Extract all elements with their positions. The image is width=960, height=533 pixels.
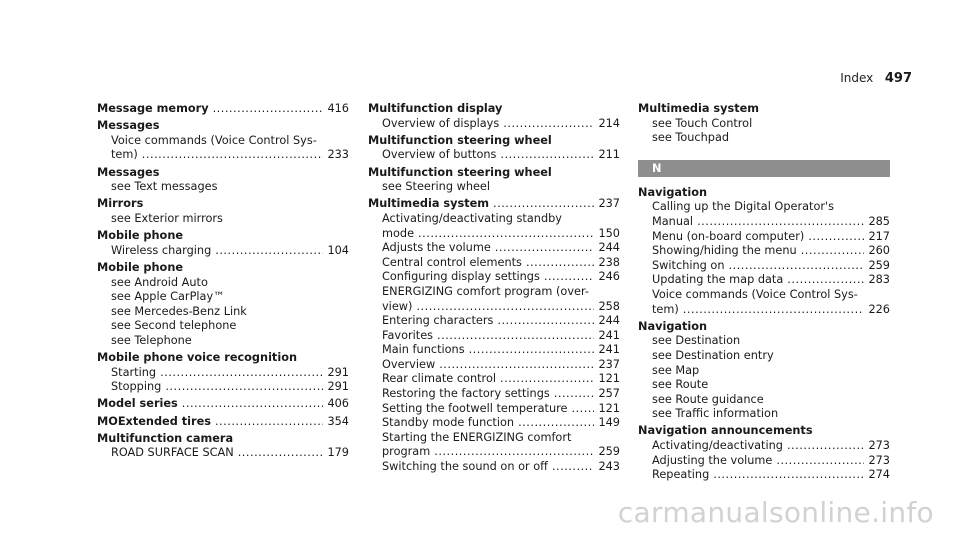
index-subentry-text: see Destination [652, 334, 741, 348]
index-entry [368, 102, 620, 131]
index-subentry-text: mode [382, 226, 415, 240]
page-ref: 237 [598, 197, 620, 211]
leader-dots [182, 397, 324, 412]
index-subentry-text: Entering characters [382, 314, 494, 328]
index-subentry [368, 300, 620, 315]
leader-dots [469, 343, 595, 358]
page-ref: 291 [327, 365, 349, 379]
leader-dots [808, 230, 864, 245]
index-term [368, 197, 620, 212]
page-ref: 273 [868, 439, 890, 453]
page-ref: 259 [598, 445, 620, 459]
index-subentry-text: Switching on [652, 258, 725, 272]
leader-dots [213, 102, 324, 117]
index-subentry [638, 131, 890, 146]
index-subentry-text: see Mercedes-Benz Link [111, 304, 247, 318]
index-entry [97, 229, 349, 258]
leader-dots [215, 415, 323, 430]
page-ref: 285 [868, 214, 890, 228]
index-term-text: Mobile phone voice recognition [97, 351, 298, 365]
index-subentry [97, 334, 349, 349]
index-entry [97, 261, 349, 349]
index-term [97, 351, 349, 366]
index-subentry [638, 200, 890, 215]
index-entry [368, 134, 620, 163]
index-term-text: Message memory [97, 102, 209, 115]
index-subentry [368, 358, 620, 373]
index-subentry-text: Overview of buttons [382, 148, 497, 162]
leader-dots [544, 270, 595, 285]
index-entry [97, 351, 349, 395]
index-term [97, 432, 349, 447]
index-subentry-text: program [382, 445, 431, 459]
index-subentry [638, 378, 890, 393]
index-subentry-text: see Exterior mirrors [111, 211, 223, 225]
page-ref: 244 [598, 241, 620, 255]
index-subentry [368, 285, 620, 300]
page-ref: 354 [327, 414, 349, 428]
index-term-text: Navigation [638, 185, 708, 199]
index-subentry-text: Voice commands (Voice Control Sys- [111, 133, 317, 147]
leader-dots [787, 273, 864, 288]
index-subentry [97, 305, 349, 320]
index-subentry-text: Restoring the factory settings [382, 387, 550, 401]
index-subentry [638, 273, 890, 288]
index-term [97, 166, 349, 181]
index-subentry [368, 460, 620, 475]
index-term-text: Multifunction steering wheel [368, 133, 552, 147]
index-subentry [638, 215, 890, 230]
leader-dots [437, 329, 594, 344]
index-subentry [368, 416, 620, 431]
index-subentry-text: tem) [652, 302, 679, 316]
leader-dots [416, 300, 594, 315]
page-number: 497 [884, 71, 912, 86]
section-title: Index [840, 71, 874, 85]
index-subentry-text: Repeating [652, 468, 710, 482]
leader-dots [801, 244, 865, 259]
index-term [97, 415, 349, 430]
index-subentry [368, 431, 620, 446]
index-entry [638, 186, 890, 317]
page-ref: 246 [598, 270, 620, 284]
index-subentry-text: Adjusts the volume [382, 241, 491, 255]
index-subentry-text: see Apple CarPlay™ [111, 290, 225, 304]
page-ref: 260 [868, 244, 890, 258]
index-subentry [638, 334, 890, 349]
index-subentry [368, 314, 620, 329]
index-subentry-text: Calling up the Digital Operator's [652, 200, 834, 214]
index-term [97, 119, 349, 134]
page-ref: 406 [327, 397, 349, 411]
index-subentry [97, 276, 349, 291]
index-subentry-text: Showing/hiding the menu [652, 244, 797, 258]
index-subentry-text: Stopping [111, 380, 162, 394]
leader-dots [493, 197, 594, 212]
index-subentry-text: Rear climate control [382, 372, 496, 386]
index-subentry-text: Manual [652, 214, 694, 228]
page-ref: 150 [598, 226, 620, 240]
index-subentry [638, 244, 890, 259]
index-subentry-text: see Telephone [111, 333, 192, 347]
leader-dots [571, 402, 594, 417]
index-subentry-text: Activating/deactivating standby [382, 211, 562, 225]
index-term-text: Navigation announcements [638, 424, 813, 438]
index-term [97, 261, 349, 276]
index-subentry [638, 454, 890, 469]
page-ref: 243 [598, 460, 620, 474]
index-entry [97, 166, 349, 195]
index-subentry-text: see Steering wheel [382, 180, 491, 194]
index-term [97, 102, 349, 117]
index-term-text: Mirrors [97, 197, 144, 211]
leader-dots [434, 445, 594, 460]
leader-dots [697, 215, 864, 230]
letter-heading: N [638, 160, 890, 177]
index-term [638, 102, 890, 117]
index-subentry [368, 148, 620, 163]
leader-dots [142, 148, 324, 163]
index-subentry [638, 288, 890, 303]
page-ref: 244 [598, 314, 620, 328]
page-ref: 416 [327, 102, 349, 115]
index-subentry [368, 343, 620, 358]
index-entry [638, 424, 890, 482]
index-entry [368, 166, 620, 195]
index-subentry-text: see Traffic information [652, 407, 779, 421]
index-term-text: Multimedia system [638, 102, 760, 115]
index-subentry-text: Main functions [382, 343, 465, 357]
index-term [368, 102, 620, 117]
index-term-text: Multimedia system [368, 197, 490, 211]
index-subentry-text: Overview [382, 357, 436, 371]
index-term-text: Mobile phone [97, 229, 184, 243]
index-subentry-text: see Touchpad [652, 131, 730, 145]
index-term-text: Mobile phone [97, 260, 184, 274]
index-entry [97, 397, 349, 412]
page-ref: 257 [598, 387, 620, 401]
index-subentry-text: ENERGIZING comfort program (over- [382, 284, 589, 298]
index-subentry-text: see Map [652, 363, 700, 377]
index-subentry [638, 303, 890, 318]
index-subentry-text: Starting [111, 365, 157, 379]
page-ref: 241 [598, 328, 620, 342]
index-subentry [638, 117, 890, 132]
index-term [97, 397, 349, 412]
page-ref: 179 [327, 446, 349, 460]
index-subentry-text: Switching the sound on or off [382, 460, 548, 474]
page-ref: 104 [327, 243, 349, 257]
index-subentry [368, 329, 620, 344]
index-subentry-text: Standby mode function [382, 416, 515, 430]
index-subentry [368, 212, 620, 227]
index-subentry [368, 227, 620, 242]
index-subentry [368, 180, 620, 195]
leader-dots [160, 366, 323, 381]
index-subentry-text: see Touch Control [652, 116, 753, 130]
index-subentry-text: Activating/deactivating [652, 439, 783, 453]
watermark: carmanualsonline.info [617, 496, 934, 529]
index-term [368, 166, 620, 181]
index-subentry [368, 402, 620, 417]
index-subentry-text: view) [382, 299, 413, 313]
index-subentry [638, 259, 890, 274]
index-subentry-text: Starting the ENERGIZING comfort [382, 430, 572, 444]
page-ref: 211 [598, 148, 620, 162]
leader-dots [713, 468, 864, 483]
index-subentry-text: Updating the map data [652, 273, 784, 287]
index-term [97, 229, 349, 244]
index-term [368, 134, 620, 149]
page-ref: 121 [598, 372, 620, 386]
index-subentry [97, 148, 349, 163]
index-term [638, 424, 890, 439]
leader-dots [238, 446, 324, 461]
index-subentry-text: see Route guidance [652, 392, 764, 406]
leader-dots [728, 259, 864, 274]
leader-dots [554, 387, 595, 402]
index-column-2 [368, 102, 620, 477]
index-subentry-text: see Android Auto [111, 275, 208, 289]
leader-dots [552, 460, 595, 475]
index-entry [97, 432, 349, 461]
index-subentry-text: see Text messages [111, 180, 218, 194]
index-term-text: Multifunction steering wheel [368, 165, 552, 179]
index-term-text: Navigation [638, 319, 708, 333]
index-subentry [638, 393, 890, 408]
index-subentry [97, 446, 349, 461]
page-ref: 283 [868, 273, 890, 287]
index-term-text: MOExtended tires [97, 414, 211, 428]
index-entry [97, 119, 349, 163]
leader-dots [215, 244, 323, 259]
index-subentry-text: Menu (on-board computer) [652, 229, 805, 243]
leader-dots [418, 227, 594, 242]
index-subentry [97, 380, 349, 395]
index-subentry [368, 445, 620, 460]
leader-dots [787, 439, 864, 454]
leader-dots [500, 148, 594, 163]
index-entry [97, 102, 349, 117]
index-subentry-text: see Route [652, 378, 709, 392]
index-subentry [97, 244, 349, 259]
index-subentry-text: Central control elements [382, 255, 522, 269]
page-header [840, 71, 912, 86]
index-subentry [368, 241, 620, 256]
page-ref: 214 [598, 116, 620, 130]
index-column-3 [638, 102, 890, 485]
index-subentry [638, 468, 890, 483]
index-subentry [368, 270, 620, 285]
index-subentry [97, 319, 349, 334]
leader-dots [776, 454, 864, 469]
page-ref: 121 [598, 401, 620, 415]
index-subentry [97, 290, 349, 305]
index-entry [638, 320, 890, 422]
index-subentry [368, 387, 620, 402]
index-term-text: Messages [97, 165, 160, 179]
index-term-text: Model series [97, 397, 178, 411]
index-entry [638, 102, 890, 146]
index-subentry-text: tem) [111, 148, 138, 162]
index-subentry [638, 349, 890, 364]
page-ref: 238 [598, 255, 620, 269]
index-term-text: Messages [97, 119, 160, 133]
page-ref: 226 [868, 302, 890, 316]
page-ref: 237 [598, 357, 620, 371]
index-entry [368, 197, 620, 474]
leader-dots [165, 380, 323, 395]
leader-dots [439, 358, 594, 373]
index-subentry [638, 230, 890, 245]
leader-dots [518, 416, 594, 431]
leader-dots [497, 314, 594, 329]
leader-dots [495, 241, 595, 256]
index-column-1 [97, 102, 349, 464]
index-subentry-text: Voice commands (Voice Control Sys- [652, 287, 858, 301]
index-term [97, 197, 349, 212]
index-subentry [638, 407, 890, 422]
page-ref: 241 [598, 343, 620, 357]
leader-dots [500, 372, 594, 387]
index-subentry-text: Overview of displays [382, 116, 500, 130]
page-ref: 259 [868, 258, 890, 272]
leader-dots [526, 256, 594, 271]
index-subentry-text: see Second telephone [111, 319, 237, 333]
index-term [638, 186, 890, 201]
index-subentry [368, 256, 620, 271]
page-ref: 273 [868, 453, 890, 467]
index-subentry-text: see Destination entry [652, 348, 774, 362]
index-subentry-text: Setting the footwell temperature [382, 401, 568, 415]
page-ref: 291 [327, 380, 349, 394]
index-term-text: Multifunction display [368, 102, 503, 115]
page-ref: 233 [327, 148, 349, 162]
index-subentry [97, 366, 349, 381]
index-entry [97, 415, 349, 430]
index-subentry-text: Wireless charging [111, 243, 212, 257]
index-term-text: Multifunction camera [97, 431, 234, 445]
index-term [638, 320, 890, 335]
index-subentry [368, 372, 620, 387]
index-subentry [638, 439, 890, 454]
leader-dots [503, 117, 594, 132]
index-subentry-text: Configuring display settings [382, 270, 540, 284]
index-subentry-text: Adjusting the volume [652, 453, 773, 467]
page-ref: 258 [598, 299, 620, 313]
page-ref: 217 [868, 229, 890, 243]
index-subentry [97, 212, 349, 227]
index-subentry [368, 117, 620, 132]
index-subentry-text: Favorites [382, 328, 434, 342]
index-subentry [638, 364, 890, 379]
index-subentry [97, 134, 349, 149]
page-ref: 149 [598, 416, 620, 430]
index-subentry [97, 180, 349, 195]
index-entry [97, 197, 349, 226]
page-ref: 274 [868, 468, 890, 482]
leader-dots [683, 303, 865, 318]
index-subentry-text: ROAD SURFACE SCAN [111, 446, 234, 460]
